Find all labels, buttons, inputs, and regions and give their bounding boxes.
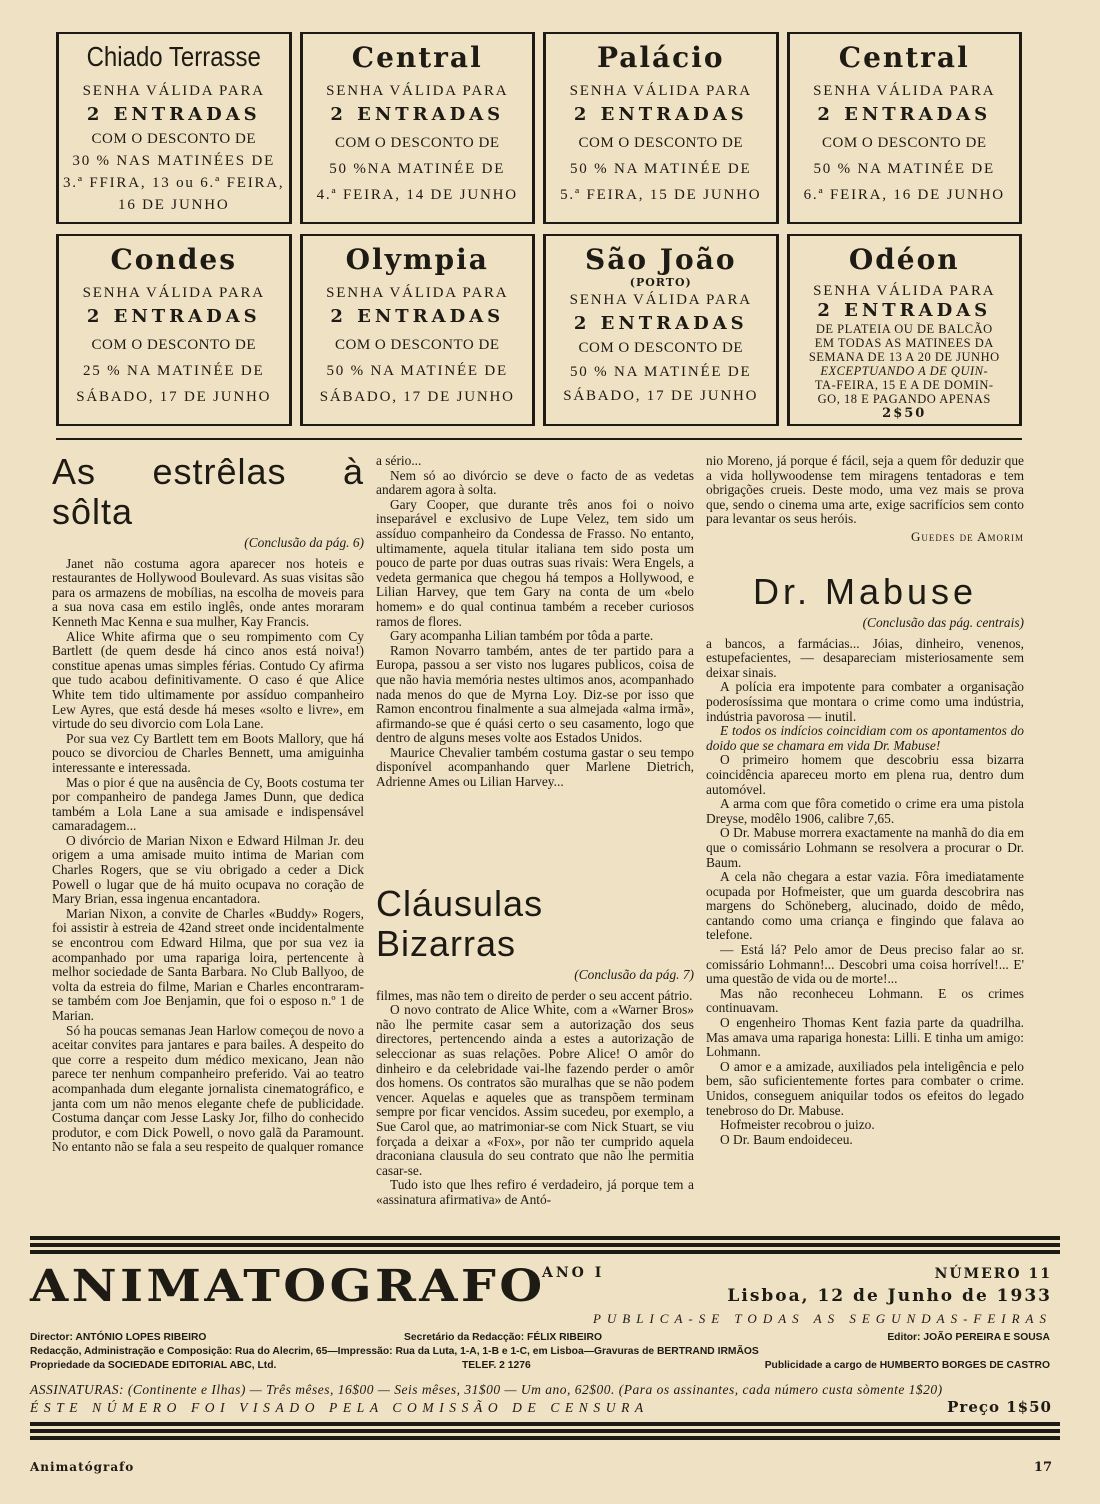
coupon-title: Central — [351, 41, 483, 74]
coupon-entradas: 2 ENTRADAS — [86, 306, 261, 327]
masthead-frequency: PUBLICA-SE TODAS AS SEGUNDAS-FEIRAS — [592, 1311, 1052, 1326]
article-paragraph: A cela não chegara a estar vazia. Fôra imediatamente ocupada por Hofmeister, que um guarda descobrira nas margens do Schöneberg, alucinado, doido de mêdo, cantando como uma criança e fingindo que falava ao telefone. — [706, 869, 1024, 943]
price: Preço 1$50 — [947, 1398, 1052, 1416]
article-paragraph: a bancos, a farmácias... Jóias, dinheiro, venenos, estupefacientes, — desapareciam misteriosamente sem deixar sinais. — [706, 635, 1024, 680]
coupon-line: DE PLATEIA OU DE BALCÃO — [815, 322, 993, 336]
subscriptions-line: ASSINATURAS: (Continente e Ilhas) — Três mêses, 16$00 — Seis mêses, 31$00 — Um ano, 62$00. (Para os assinantes, cada número custa sòmente 1$20) — [30, 1382, 943, 1397]
coupon-line: SENHA VÁLIDA PARA — [569, 83, 752, 99]
coupon-line: 50 % NA MATINÉE DE — [569, 161, 752, 177]
article-paragraph: Por sua vez Cy Bartlett tem em Boots Mallory, que há pouco se divorciou de Charles Bennett, uma amiguinha interessante e interessada. — [52, 730, 364, 775]
coupon-line: SÁBADO, 17 DE JUNHO — [563, 388, 759, 404]
article-paragraph: Janet não costuma agora aparecer nos hoteis e restaurantes de Hollywood Boulevard. As suas visitas são para os armazens de mobílias, na escolha de moveis para a sua nova casa em estilo inglês, onde antes moraram Kenneth Mac Kenna e sua mulher, Kay Francis. — [52, 555, 364, 629]
page-number: 17 — [1033, 1460, 1052, 1475]
coupon-line: 50 % NA MATINÉE DE — [326, 363, 509, 379]
coupon-central-14 — [300, 32, 536, 224]
coupon-line: 25 % NA MATINÉE DE — [82, 363, 265, 379]
article-clausulas — [376, 884, 694, 1208]
coupon-condes — [56, 234, 292, 426]
masthead-advertising: Publicidade a cargo de HUMBERTO BORGES DE CASTRO — [764, 1360, 1050, 1371]
coupon-line: COM O DESCONTO DE — [91, 337, 256, 353]
masthead-year: ANO I — [542, 1265, 605, 1281]
coupon-central-16 — [787, 32, 1023, 224]
coupon-entradas: 2 ENTRADAS — [817, 300, 992, 321]
masthead-editor: Editor: JOÃO PEREIRA E SOUSA — [887, 1332, 1050, 1343]
coupon-odeon — [787, 234, 1023, 426]
article-paragraph: Marian Nixon, a convite de Charles «Buddy» Rogers, foi assistir à estreia de 42and street onde incidentalmente se encontrou com Edward Hilma, que por sua vez ia acompanhado por uma rapariga loira, pertencente à melhor sociedade de Santa Barbara. No Club Ballyoo, de volta da estreia do filme, Marian e Charles encontraram-se também com Joe Benjamin, que foi o esposo n.º 1 de Marian. — [52, 905, 364, 1023]
masthead-date: Lisboa, 12 de Junho de 1933 — [727, 1286, 1052, 1306]
divider — [56, 438, 1022, 440]
coupon-line: SÁBADO, 17 DE JUNHO — [76, 389, 272, 405]
article-paragraph: Gary acompanha Lilian também por tôda a parte. — [390, 628, 654, 644]
censorship-line: ÉSTE NÚMERO FOI VISADO PELA COMISSÃO DE CENSURA — [30, 1400, 649, 1415]
coupon-title: São João — [584, 243, 737, 276]
article-paragraph: A arma com que fôra cometido o crime era uma pistola Dreyse, modêlo 1906, calibre 7,65. — [706, 796, 1024, 826]
masthead-title: ANIMATOGRAFO — [30, 1261, 546, 1312]
coupon-line: 16 DE JUNHO — [118, 197, 230, 213]
article-paragraph: nio Moreno, já porque é fácil, seja a quem fôr deduzir que a vida hollywoodense tem miragens tentadoras e tem obrigações crueis. Deste modo, uma vez mais se prova que, sendo o cinema uma arte, exige sacrifícios sem conto para levantar os seus heróis. — [706, 453, 1024, 527]
article-headline: As estrêlas à sôlta — [52, 451, 364, 532]
coupon-line: COM O DESCONTO DE — [335, 337, 500, 353]
coupon-chiado-terrasse — [56, 32, 292, 224]
masthead-rule-bottom — [30, 1422, 1060, 1443]
coupon-row-2 — [56, 234, 1022, 426]
article-paragraph: Mas não reconheceu Lohmann. E os crimes continuavam. — [706, 985, 1024, 1016]
article-continuation-note: (Conclusão da pág. 7) — [574, 967, 694, 982]
article-paragraph: a sério... — [376, 453, 422, 468]
coupon-entradas: 2 ENTRADAS — [86, 104, 261, 125]
coupon-line: SEMANA DE 13 A 20 DE JUNHO — [808, 350, 1000, 364]
article-byline: Guedes de Amorim — [910, 528, 1024, 544]
coupon-line: 5.ª FEIRA, 15 DE JUNHO — [560, 187, 762, 203]
coupon-entradas: 2 ENTRADAS — [330, 104, 505, 125]
coupon-line: 6.ª FEIRA, 16 DE JUNHO — [803, 187, 1005, 203]
footer-publication-name: Animatógrafo — [30, 1460, 135, 1474]
article-paragraph: O Dr. Baum endoideceu. — [720, 1131, 853, 1147]
article-paragraph: Nem só ao divórcio se deve o facto de as vedetas andarem agora à solta. — [376, 467, 694, 498]
coupon-olympia — [300, 234, 536, 426]
masthead-address: Redacção, Administração e Composição: Rua do Alecrim, 65—Impressão: Rua da Luta, 1-A, 1-B e 1-C, em Lisboa—Gravuras de BERTRAND IRMÃOS — [30, 1346, 759, 1357]
coupon-line: EM TODAS AS MATINEES DA — [814, 336, 994, 350]
coupon-line: COM O DESCONTO DE — [91, 131, 256, 147]
coupon-line: EXCEPTUANDO A DE QUIN- — [820, 364, 989, 378]
article-headline: Dr. Mabuse — [752, 571, 978, 612]
article-paragraph: Maurice Chevalier também costuma gastar o seu tempo disponível acompanhando quer Marlene Dietrich, Adrienne Ames ou Lilian Harvey... — [376, 744, 694, 790]
coupon-title: Condes — [110, 243, 237, 276]
coupon-line: COM O DESCONTO DE — [335, 135, 500, 151]
coupon-grid — [56, 32, 1022, 436]
coupon-title: Odéon — [848, 243, 960, 276]
coupon-line: COM O DESCONTO DE — [822, 135, 987, 151]
coupon-subtitle: (PORTO) — [629, 276, 692, 289]
article-paragraph: O primeiro homem que descobriu essa bizarra coincidência apareceu morto em plena rua, dentro dum automóvel. — [706, 752, 1024, 797]
coupon-entradas: 2 ENTRADAS — [330, 306, 505, 327]
masthead-phone: TELEF. 2 1276 — [462, 1360, 531, 1371]
coupon-line: 4.ª FEIRA, 14 DE JUNHO — [316, 187, 518, 203]
article-paragraph: Mas o pior é que na ausência de Cy, Boots costuma ter por companheiro de pandega James Dunn, que dedica também a Lola Lane a sua amisade e indispensável camaradagem... — [52, 774, 364, 834]
article-paragraph: E todos os indícios coincidiam com os apontamentos do doido que se chamara em vida Dr. Mabuse! — [706, 723, 1024, 753]
coupon-line: SENHA VÁLIDA PARA — [569, 292, 752, 308]
article-estrelas — [52, 452, 364, 1155]
article-paragraph: Ramon Novarro também, antes de ter partido para a Europa, passou a ser visto nos lugares publicos, coisa de que não havia memória nestes ultimos anos, acompanhado nada menos do que de Myrna Loy. Diz-se por isso que Ramon encontrou finalmente a sua almejada «alma irmã», afirmando-se que é quási certo o seu casamento, logo que dentro de alguns meses volte aos Estados Unidos. — [376, 642, 694, 746]
coupon-line: SENHA VÁLIDA PARA — [813, 283, 996, 299]
coupon-line: SENHA VÁLIDA PARA — [82, 285, 265, 301]
coupon-line: 50 %NA MATINÉE DE — [329, 161, 506, 177]
article-continuation-note: (Conclusão da pág. 6) — [244, 535, 364, 550]
article-paragraph: O Dr. Mabuse morrera exactamente na manhã do dia em que o comissário Lohmann se resolvera a procurar o Dr. Baum. — [706, 825, 1024, 870]
article-paragraph: O novo contrato de Alice White, com a «Warner Bros» não lhe permite casar sem a autorização dos seus directores, pertencendo ainda a estes a autorização de seleccionar as suas relações. Pobre Alice! O amôr do dinheiro e da celebridade vai-lhe fazendo perder o amôr dos homens. Os contratos são muralhas que se não podem vencer. Aquelas e aqueles que as transpõem terminam sempre por ficar vencidos. Assim sucedeu, por exemplo, a Sue Carol que, ao matrimoniar-se com Nick Stuart, se viu forçada a deixar a «Fox», por não ter cumprido aquela draconiana clausula do seu contrato que não lhe permitia casar-se. — [376, 1002, 694, 1178]
masthead-director: Director: ANTÓNIO LOPES RIBEIRO — [30, 1332, 207, 1343]
article-paragraph: A polícia era impotente para combater a organisação poderosíssima que montara o crime como uma indústria, indústria pavorosa — inutil. — [706, 679, 1024, 724]
coupon-palacio — [543, 32, 779, 224]
article-estrelas-continued — [376, 454, 694, 790]
masthead-issue-number: NÚMERO 11 — [934, 1266, 1052, 1282]
coupon-title: Central — [838, 41, 970, 74]
coupon-line: TA-FEIRA, 15 E A DE DOMIN- — [814, 378, 994, 392]
article-paragraph: Tudo isto que lhes refiro é verdadeiro, já porque tem a «assinatura afirmativa» de Antó- — [376, 1177, 694, 1207]
coupon-line: SÁBADO, 17 DE JUNHO — [319, 389, 515, 405]
coupon-price: 2$50 — [882, 406, 927, 421]
masthead-rule-top — [30, 1236, 1060, 1257]
coupon-title: Olympia — [345, 243, 489, 276]
article-continuation-note: (Conclusão das pág. centrais) — [862, 615, 1024, 630]
coupon-line: GO, 18 E PAGANDO APENAS — [817, 392, 991, 406]
coupon-line: 50 % NA MATINÉE DE — [569, 364, 752, 380]
article-paragraph: Hofmeister recobrou o juizo. — [720, 1117, 875, 1133]
article-clausulas-continued — [706, 454, 1024, 545]
article-paragraph: O divórcio de Marian Nixon e Edward Hilman Jr. deu origem a uma amisade muito intima de Marian com Charles Rogers, que se viu obrigado a ceder a Dick Powell o lugar que de há muito ocupava no coração de Mary Brian, essa ingenua encantadora. — [52, 832, 364, 907]
article-paragraph: O amor e a amizade, auxiliados pela inteligência e pelo bem, são suficientemente fortes para combater o crime. Unidos, conseguem aniquilar todos os efeitos do legado tenebroso do Dr. Mabuse. — [706, 1058, 1024, 1118]
coupon-line: COM O DESCONTO DE — [578, 340, 743, 356]
coupon-entradas: 2 ENTRADAS — [573, 313, 748, 334]
coupon-line: 3.ª FFIRA, 13 ou 6.ª FEIRA, — [63, 175, 285, 191]
article-paragraph: Alice White afirma que o seu rompimento com Cy Bartlett (de quem desde há cinco anos está noiva!) constitue apenas umas simples férias. Contudo Cy afirma que tudo acabou definitivamente. O caso é que Alice White tem tido ultimamente por assíduo companheiro Lew Ayres, que está desde há meses «solto e livre», em virtude do seu divorcio com Lola Lane. — [52, 628, 364, 732]
article-headline: Cláusulas Bizarras — [376, 883, 544, 964]
article-paragraph: filmes, mas não tem o direito de perder o seu accent pátrio. — [376, 987, 693, 1003]
coupon-sao-joao — [543, 234, 779, 426]
coupon-line: SENHA VÁLIDA PARA — [813, 83, 996, 99]
coupon-title: Chiado Terrasse — [86, 41, 261, 73]
article-paragraph: — Está lá? Pelo amor de Deus preciso falar ao sr. comissário Lohmann!... Descobri uma coisa horrível!... E' uma questão de vida ou de morte!... — [706, 942, 1024, 987]
article-mabuse — [706, 572, 1024, 1147]
masthead-owner: Propriedade da SOCIEDADE EDITORIAL ABC, Ltd. — [30, 1360, 277, 1371]
coupon-line: COM O DESCONTO DE — [578, 135, 743, 151]
coupon-entradas: 2 ENTRADAS — [573, 104, 748, 125]
coupon-line: 50 % NA MATINÉE DE — [813, 161, 996, 177]
masthead-secretary: Secretário da Redacção: FÉLIX RIBEIRO — [404, 1332, 602, 1343]
article-paragraph: O engenheiro Thomas Kent fazia parte da quadrilha. Mas amava uma rapariga honesta: Lilli. E tinha um amigo: Lohmann. — [706, 1015, 1024, 1060]
coupon-title: Palácio — [596, 41, 725, 74]
coupon-line: SENHA VÁLIDA PARA — [326, 285, 509, 301]
coupon-entradas: 2 ENTRADAS — [817, 104, 992, 125]
coupon-line: SENHA VÁLIDA PARA — [326, 83, 509, 99]
coupon-line: SENHA VÁLIDA PARA — [82, 83, 265, 99]
coupon-row-1 — [56, 32, 1022, 224]
article-paragraph: Só ha poucas semanas Jean Harlow começou de novo a aceitar convites para jantares e para bailes. A despeito do que corre a respeito dum médico mexicano, Jean não parece ter nenhum companheiro preferido. Vai ao teatro acompanhada dum elegante jornalista cinematográfico, e janta com um não menos elegante chefe de publicidade. Costuma dançar com Jesse Lasky Jor, filho do conhecido produtor, e com Dick Powell, o novo galã da Paramount. No entanto não se fala a seu respeito de qualquer romance — [52, 1022, 364, 1155]
article-paragraph: Gary Cooper, que durante três anos foi o noivo inseparável e exclusivo de Lupe Velez, tem sido um assíduo companheiro da Condessa de Frasso. No entanto, ultimamente, aquela titular italiana tem sido posta um pouco de parte por duas outras suas rivais: Wera Engels, a vedeta germanica que chegou há tempos a Hollywood, e Lilian Harvey, que tem Gary na conta de um «belo homem» e do qual continua também a receber curiosos ramos de flores. — [376, 496, 694, 629]
coupon-line: 30 % NAS MATINÉES DE — [72, 153, 276, 169]
